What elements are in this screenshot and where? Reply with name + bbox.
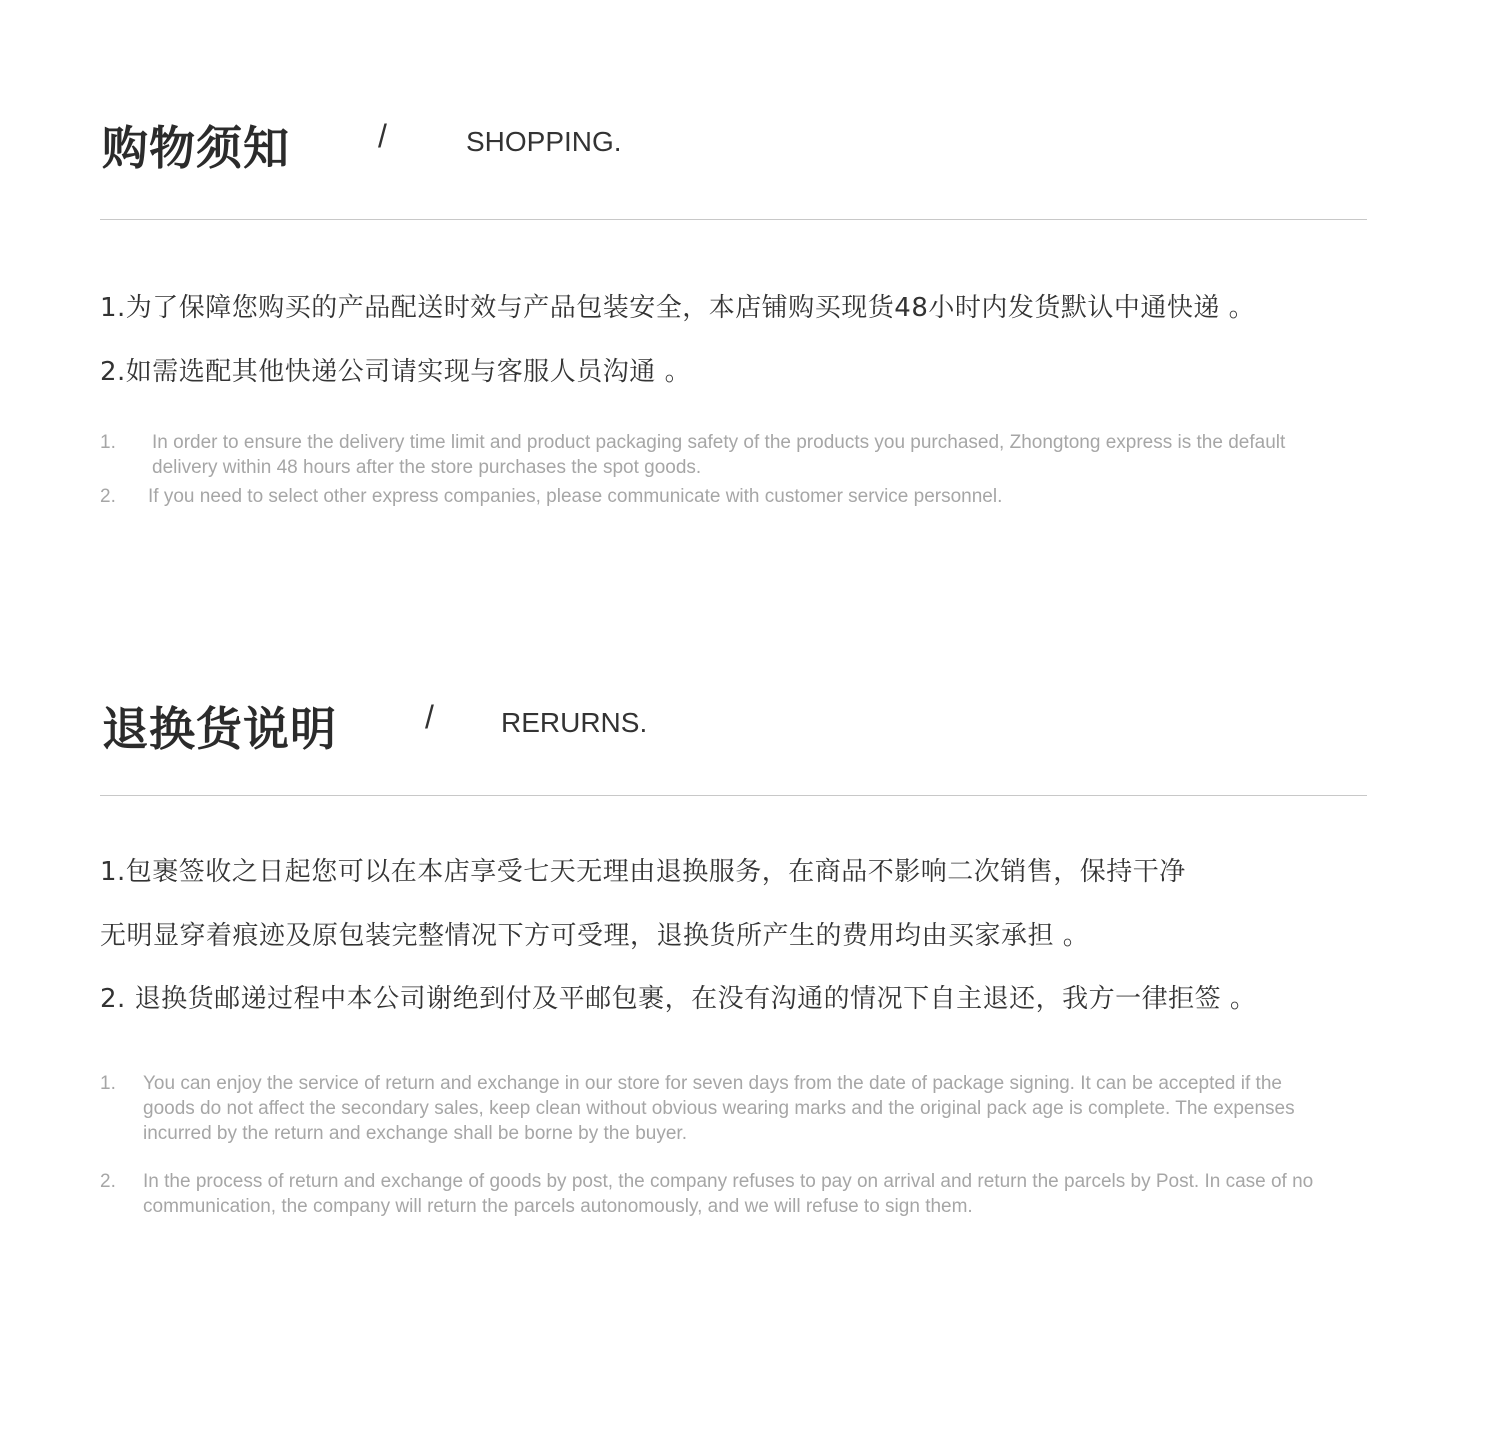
returns-title-en: RERURNS.	[501, 707, 648, 738]
returns-en-item-2	[100, 1169, 1325, 1219]
returns-en-item-1-text: You can enjoy the service of return and exchange in our store for seven days from the date of package signing. It can be accepted if the goods do not affect the secondary sales, keep clean without obvious wearing marks and the original pack age is complete. The expenses incurred by the return and exchange shall be borne by the buyer.	[143, 1073, 1295, 1144]
returns-cn-line-3: 2. 退换货邮递过程中本公司谢绝到付及平邮包裹，在没有沟通的情况下自主退还，我方一律拒签 。	[100, 984, 1257, 1014]
returns-title-cn: 退换货说明	[102, 702, 337, 756]
shopping-en-item-1-text: In order to ensure the delivery time limit and product packaging safety of the products you purchased, Zhongtong express is the default delivery within 48 hours after the store purchases the spot goods.	[152, 432, 1286, 478]
shopping-en-item-2-text: If you need to select other express companies, please communicate with customer service personnel.	[148, 486, 1003, 507]
shopping-title-cn: 购物须知	[102, 121, 290, 175]
list-number: 2.	[100, 486, 116, 507]
shopping-divider	[100, 219, 1367, 220]
returns-en-item-1	[100, 1071, 1325, 1146]
shopping-title-en: SHOPPING.	[466, 126, 622, 157]
heading-slash: /	[378, 118, 387, 154]
shopping-en-item-2	[100, 484, 1300, 509]
heading-slash: /	[425, 699, 434, 735]
returns-divider	[100, 795, 1367, 796]
shopping-cn-line-1: 1.为了保障您购买的产品配送时效与产品包装安全，本店铺购买现货48小时内发货默认中通快递 。	[100, 293, 1256, 323]
shopping-en-list	[100, 430, 1300, 509]
returns-heading	[100, 693, 1370, 773]
returns-en-list	[100, 1071, 1325, 1219]
list-number: 1.	[100, 432, 116, 453]
shopping-cn-line-2: 2.如需选配其他快递公司请实现与客服人员沟通 。	[100, 357, 692, 387]
list-number: 1.	[100, 1073, 116, 1094]
returns-en-item-2-text: In the process of return and exchange of goods by post, the company refuses to pay on arrival and return the parcels by Post. In case of no communication, the company will return the parcels autonomously, and we will refuse to sign them.	[143, 1171, 1314, 1217]
list-number: 2.	[100, 1171, 116, 1192]
returns-section	[100, 693, 1400, 1253]
shopping-section	[100, 112, 1400, 532]
returns-cn-line-1: 1.包裹签收之日起您可以在本店享受七天无理由退换服务，在商品不影响二次销售，保持干净	[100, 857, 1186, 887]
shopping-en-item-1	[100, 430, 1300, 480]
shopping-heading	[100, 112, 1370, 192]
returns-cn-line-2: 无明显穿着痕迹及原包装完整情况下方可受理，退换货所产生的费用均由买家承担 。	[100, 921, 1090, 951]
